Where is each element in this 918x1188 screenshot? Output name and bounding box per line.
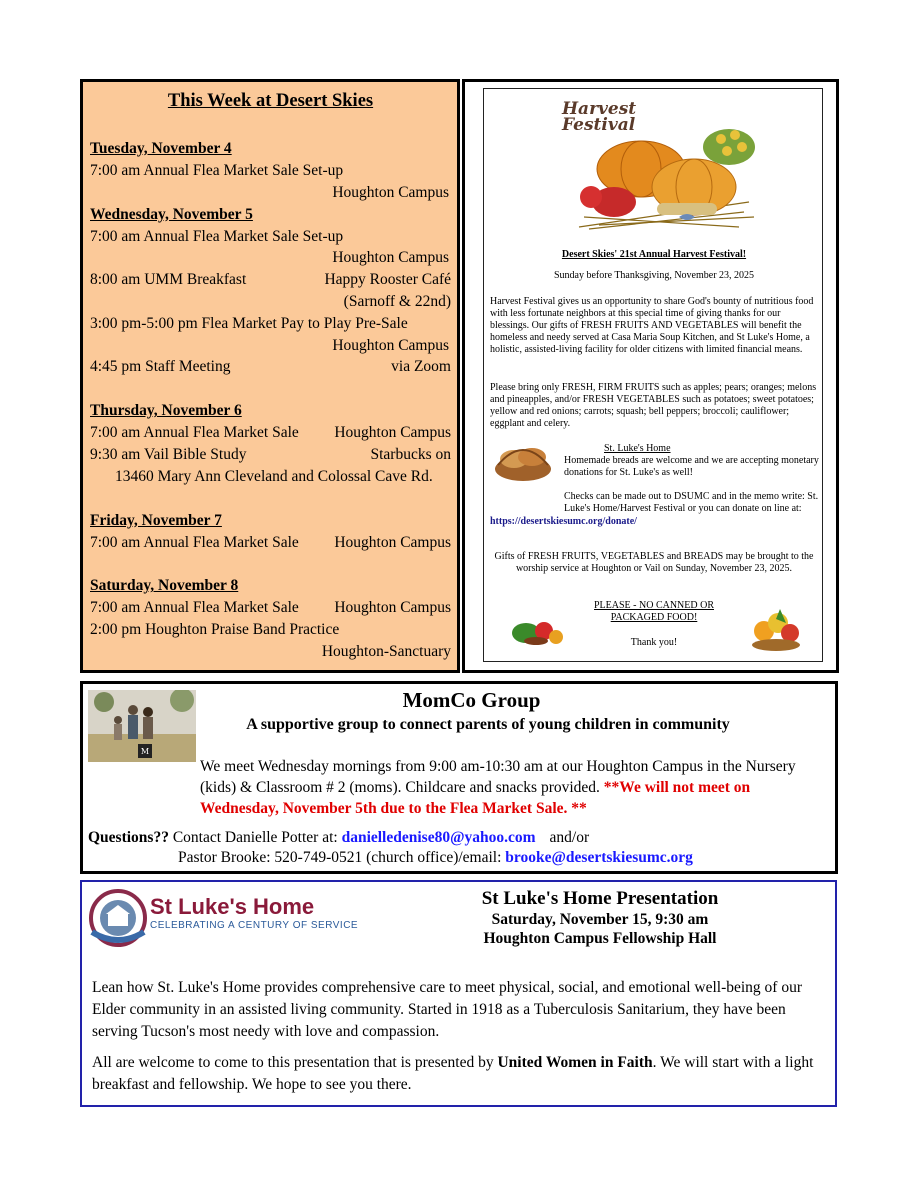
harvest-illustration-icon (559, 117, 759, 235)
harvest-paragraph: Please bring only FRESH, FIRM FRUITS such as apples; pears; oranges; melons and pineapples, and/or FRESH VEGETABLES such as potatoes; sweet potatoes; yellow and red onions; carrots; squash; bell peppers; broccoli; cauliflower; eggplant and celery. (490, 382, 817, 429)
vegetables-icon (506, 607, 566, 647)
st-lukes-seal-icon (88, 888, 148, 948)
st-lukes-paragraph: Lean how St. Luke's Home provides comprehensive care to meet physical, social, and emotional well-being of our Elder community in an assisted living community. Started in 1918 as a Tuberculosis Sanitarium, they have been serving Tucson's most needy with love and compassion. (92, 979, 802, 1040)
danielle-email-link[interactable]: danielledenise80@yahoo.com (341, 829, 536, 846)
day-heading: Saturday, November 8 (90, 577, 239, 595)
event-address: 13460 Mary Ann Cleveland and Colossal Cave Rd. (115, 467, 433, 485)
event-location: Houghton Campus (334, 533, 451, 551)
harvest-flyer (483, 88, 823, 662)
harvest-sl-text: Homemade breads are welcome and we are accepting monetary donations for St. Luke's as well! (564, 455, 819, 478)
momco-alert: **We will not meet on Wednesday, November 5th due to the Flea Market Sale. ** (200, 779, 751, 817)
st-lukes-title: St Luke's Home Presentation (481, 888, 719, 909)
st-lukes-place: Houghton Campus Fellowship Hall (483, 930, 717, 947)
st-lukes-paragraph: All are welcome to come to this presentation that is presented by United Women in Faith. We will start with a light breakfast and fellowship. We hope to see you there. (92, 1054, 814, 1093)
day-heading: Tuesday, November 4 (90, 140, 232, 157)
brooke-email-link[interactable]: brooke@desertskiesumc.org (505, 849, 693, 866)
harvest-heading: Desert Skies' 21st Annual Harvest Festival! (561, 249, 747, 260)
st-lukes-date: Saturday, November 15, 9:30 am (491, 911, 709, 928)
day-heading: Friday, November 7 (90, 511, 222, 529)
calendar-title: This Week at Desert Skies (167, 91, 374, 111)
fruit-basket-icon (746, 601, 806, 655)
event-location: Houghton-Sanctuary (321, 642, 451, 660)
bread-basket-icon (492, 437, 554, 483)
donate-link[interactable]: https://desertskiesumc.org/donate/ (490, 516, 637, 527)
st-lukes-logo-tagline: CELEBRATING A CENTURY OF SERVICE (150, 920, 359, 931)
momco-subtitle: A supportive group to connect parents of young children in community (246, 716, 730, 733)
momco-title: MomCo Group (402, 688, 541, 712)
event-location: Happy Rooster Café (324, 271, 451, 289)
harvest-date: Sunday before Thanksgiving, November 23, 2025 (553, 270, 755, 281)
event: 2:00 pm Houghton Praise Band Practice (90, 621, 340, 639)
event: 9:30 am Vail Bible Study Starbucks on (90, 444, 451, 466)
svg-text:M: M (140, 747, 150, 756)
day-heading: Wednesday, November 5 (90, 205, 253, 223)
event: 8:00 am UMM Breakfast Happy Rooster Café (90, 269, 451, 291)
harvest-checks: Checks can be made out to DSUMC and in the memo write: St. Luke's Home/Harvest Festival or you can donate on line at: (564, 491, 819, 514)
event-location: via Zoom (391, 358, 451, 376)
momco-pastor-contact: Pastor Brooke: 520-749-0521 (church office)/email: brooke@desertskiesumc.org (178, 849, 693, 866)
event: 7:00 am Annual Flea Market Sale Houghton Campus (90, 422, 451, 444)
harvest-paragraph: Harvest Festival gives us an opportunity to share God's bounty of nutritious food with less fortunate neighbors at this special time of giving thanks for our blessings. Our gifts of FRESH FRUITS AND VEGETABLES will benefit the homeless and needy served at Casa Maria Soup Kitchen, and St Luke's Home, a holistic, assisted-living facility for older citizens with limited financial means. (490, 296, 814, 355)
event: 7:00 am Annual Flea Market Sale Set-up (90, 162, 344, 179)
family-photo-icon (88, 690, 196, 762)
event: 7:00 am Annual Flea Market Sale Houghton Campus (90, 597, 451, 619)
event-location: Houghton Campus (334, 424, 451, 442)
day-heading: Thursday, November 6 (90, 402, 242, 420)
no-canned-notice: PLEASE - NO CANNED OR PACKAGED FOOD! (594, 600, 714, 623)
momco-questions: Questions?? Contact Danielle Potter at: danielledenise80@yahoo.com and/or (88, 829, 590, 846)
calendar-box (80, 79, 460, 673)
event: 7:00 am Annual Flea Market Sale Houghton Campus (90, 532, 451, 554)
event: 4:45 pm Staff Meeting via Zoom (90, 356, 451, 378)
event-location: Houghton Campus (334, 599, 451, 617)
event: 3:00 pm-5:00 pm Flea Market Pay to Play Pre-Sale (90, 314, 408, 332)
event-location: Houghton Campus (332, 336, 449, 354)
harvest-logo: Harvest Festival (562, 99, 637, 135)
momco-body: We meet Wednesday mornings from 9:00 am-10:30 am at our Houghton Campus in the Nursery (kids) & Classroom # 2 (moms). Childcare and snacks provided. **We will not meet on Wednesday, November 5th due to the Flea Market Sale. ** (200, 758, 796, 817)
harvest-gifts: Gifts of FRESH FRUITS, VEGETABLES and BREADS may be brought to the worship service at Houghton or Vail on Sunday, November 23, 2025. (494, 551, 814, 574)
event-location: (Sarnoff & 22nd) (343, 292, 451, 310)
event-location: Houghton Campus (332, 249, 449, 267)
event: 7:00 am Annual Flea Market Sale Set-up (90, 227, 344, 245)
event-location: Starbucks on (370, 445, 451, 463)
thank-you: Thank you! (630, 637, 678, 648)
harvest-sl-title: St. Luke's Home (604, 443, 671, 454)
event-location: Houghton Campus (332, 183, 449, 201)
st-lukes-logo-name: St Luke's Home (150, 894, 315, 919)
